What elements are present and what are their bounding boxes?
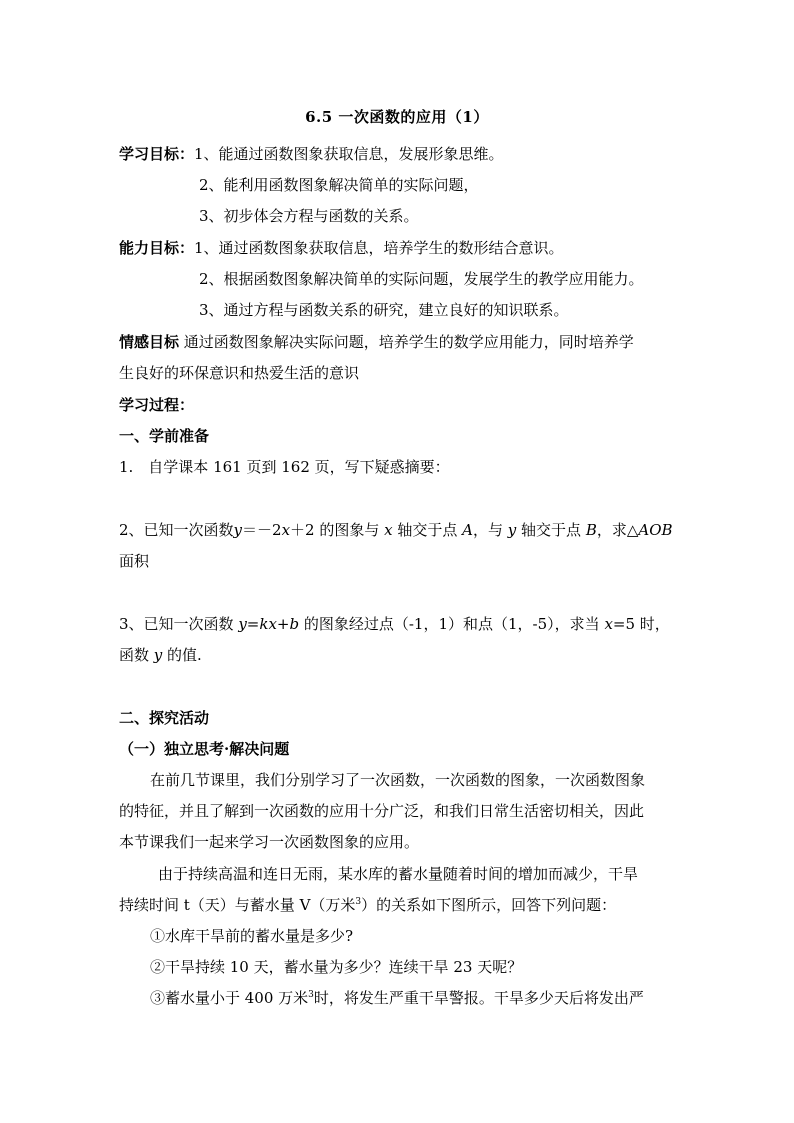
emotion-label: 情感目标	[119, 333, 180, 351]
ability-item: 2、根据函数图象解决简单的实际问题，发展学生的教学应用能力。	[199, 270, 644, 288]
subsection-heading: （一）独立思考·解决问题	[119, 740, 290, 758]
prep-item-2: 2、已知一次函数y＝－2x＋2 的图象与 x 轴交于点 A，与 y 轴交于点 B，求△AOB	[119, 521, 673, 539]
question-1: ①水库干旱前的蓄水量是多少?	[150, 927, 354, 945]
objectives-label: 学习目标：	[119, 145, 195, 163]
prep-item-2-continued: 面积	[119, 552, 150, 570]
objective-item: 1、能通过函数图象获取信息，发展形象思维。	[194, 145, 504, 163]
learning-objectives	[119, 144, 504, 164]
emotion-text: 通过函数图象解决实际问题，培养学生的数学应用能力，同时培养学	[183, 333, 634, 351]
prep-item-3: 3、已知一次函数 y=kx+b 的图象经过点（-1，1）和点（1，-5），求当 x=5 时，	[119, 615, 670, 633]
section-heading: 二、探究活动	[119, 709, 210, 727]
ability-item: 1、通过函数图象获取信息，培养学生的数形结合意识。	[194, 239, 564, 257]
prep-item-3-continued: 函数 y 的值.	[119, 646, 202, 664]
paragraph-line: 在前几节课里，我们分别学习了一次函数，一次函数的图象，一次函数图象	[150, 771, 646, 789]
paragraph-line: 持续时间 t（天）与蓄水量 V（万米$^3$）的关系如下图所示，回答下列问题：	[119, 896, 617, 914]
question-2: ②干旱持续 10 天，蓄水量为多少？连续干旱 23 天呢？	[150, 958, 523, 976]
question-3: ③蓄水量小于 400 万米$^3$时，将发生严重干旱警报。干旱多少天后将发出严	[150, 989, 644, 1007]
prep-item-1: 1. 自学课本 161 页到 162 页，写下疑惑摘要：	[119, 458, 450, 476]
paragraph-line: 本节课我们一起来学习一次函数图象的应用。	[119, 833, 420, 851]
emotion-text-continued: 生良好的环保意识和热爱生活的意识	[119, 364, 360, 382]
paragraph-line: 的特征，并且了解到一次函数的应用十分广泛，和我们日常生活密切相关，因此	[119, 802, 645, 820]
process-label: 学习过程：	[119, 396, 195, 414]
page-title: 6.5 一次函数的应用（1）	[305, 108, 489, 126]
objective-item: 3、初步体会方程与函数的关系。	[199, 207, 419, 225]
ability-item: 3、通过方程与函数关系的研究，建立良好的知识联系。	[199, 301, 569, 319]
ability-label: 能力目标：	[119, 239, 195, 257]
section-heading: 一、学前准备	[119, 427, 210, 445]
objective-item: 2、能利用函数图象解决简单的实际问题，	[199, 176, 479, 194]
paragraph-line: 由于持续高温和连日无雨，某水库的蓄水量随着时间的增加而减少，干旱	[158, 865, 639, 883]
ability-objectives	[119, 238, 564, 258]
emotion-objectives	[119, 332, 634, 352]
